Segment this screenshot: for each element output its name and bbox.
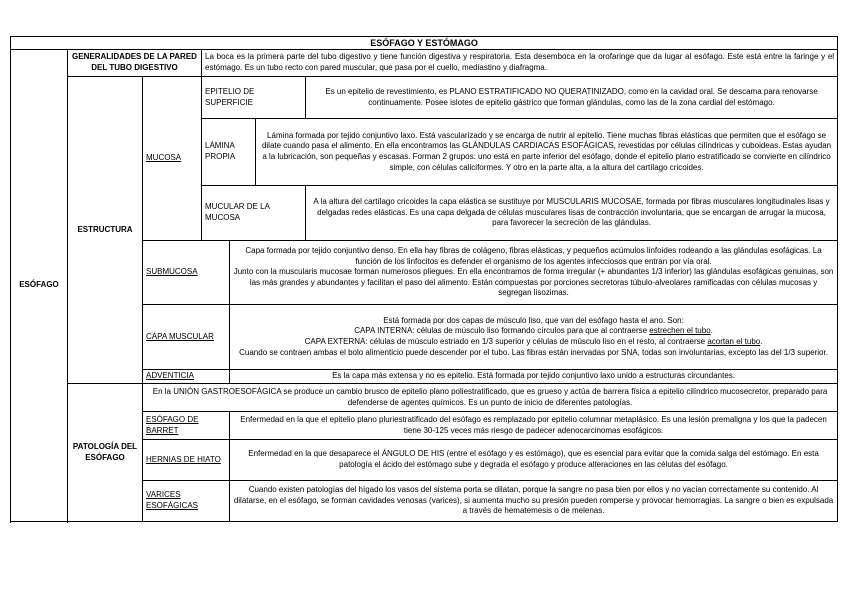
- muscular-mucosa-label: MUCULAR DE LA MUCOSA: [202, 186, 306, 241]
- capa-muscular-line-1: Está formada por dos capas de músculo liso, que van del esófago hasta el ano. Son:: [383, 315, 684, 325]
- lamina-text: Lámina formada por tejido conjuntivo laxo. Está vascularizado y se encarga de nutrir al epitelio. Tiene muchas fibras elásticas que permiten que el esófago se dilate cuando pasa el alimento. En ella encontramos las GLÁNDULAS CARDIACAS ESOFÁGICAS, revestidas por células cilíndricas y cuboideas. Estas ayudan a la lubricación, son pequeñas y escasas. Forman 2 grupos: uno está en parte inferior del esófago, donde el epitelio plano estratificado se convierte en cilíndrico simple, con células caliciformes. Y otro en la parte alta, a la altura del cartílago cricoides.: [256, 119, 838, 186]
- hernias-label: HERNIAS DE HIATO: [143, 440, 230, 481]
- capa-muscular-text: [230, 305, 838, 370]
- capa-muscular-line-2: CAPA INTERNA: células de músculo liso formando círculos para que al contraerse estrechen el tubo.: [354, 326, 713, 336]
- capa-muscular-label: CAPA MUSCULAR: [143, 305, 230, 370]
- estructura-label: ESTRUCTURA: [68, 77, 143, 384]
- capa-muscular-line-4: Cuando se contraen ambas el bolo alimenticio puede descender por el tubo. Las fibras están inervadas por SNA, todas son involuntarias, excepto las del 1/3 superior.: [239, 347, 828, 357]
- submucosa-text: [230, 241, 838, 305]
- generalidades-label: GENERALIDADES DE LA PARED DEL TUBO DIGESTIVO: [68, 50, 202, 77]
- adventicia-text: Es la capa más extensa y no es epitelio. Está formada por tejido conjuntivo laxo unido a estructuras circundantes.: [230, 370, 838, 384]
- adventicia-label: ADVENTICIA: [143, 370, 230, 384]
- table-title: ESÓFAGO Y ESTÓMAGO: [11, 37, 838, 50]
- generalidades-text: La boca es la primera parte del tubo digestivo y tiene función digestiva y respiratoria. Esta desemboca en la orofaringe que da lugar al esófago. Este está entre la faringe y el estómago. Es un tubo recto con pared muscular, que pasa por el cuello, mediastino y diafragma.: [202, 50, 838, 77]
- esofago-table: [10, 36, 838, 522]
- submucosa-text-2: Junto con la muscularis mucosae forman numerosos pliegues. En ella encontramos de forma irregular (+ abundantes 1/3 inferior) las glándulas esofágicas genuinas, son las más grandes y abundantes y facilitan el paso del alimento. Están compuestas por porciones secretoras túbulo-alveolares ramificadas con células mucosas y segregan lisozimas.: [233, 267, 834, 298]
- patologia-intro: En la UNIÓN GASTROESOFÁGICA se produce un cambio brusco de epitelio plano poliestratificado, que es grueso y actúa de barrera física a epitelio cilíndrico mucosecretor, preparado para defenderse de agentes químicos. Es un punto de inicio de diferentes patologías.: [143, 384, 838, 412]
- epitelio-label: EPITELIO DE SUPERFICIE: [202, 77, 306, 119]
- patologia-label: PATOLOGÍA DEL ESÓFAGO: [68, 384, 143, 522]
- mucosa-label: MUCOSA: [143, 77, 202, 241]
- barret-text: Enfermedad en la que el epitelio plano pluriestratificado del esófago es remplazado por epitelio columnar metaplásico. Es una lesión premaligna y los que la padecen tiene 30-125 veces más riesgo de padecer adenocarcinomas esofágicos.: [230, 412, 838, 440]
- capa-muscular-line-3: CAPA EXTERNA: células de músculo estriado en 1/3 superior y células de músculo liso en el resto, al contraerse acortan el tubo.: [304, 337, 763, 346]
- muscular-mucosa-text: A la altura del cartílago cricoides la capa elástica se sustituye por MUSCULARIS MUCOSAE, formada por fibras musculares longitudinales lisas y delgadas redes elásticas. Es una capa delgada de células musculares lisas de contracción involuntaria, que se encargan de arrugar la mucosa, para favorecer la secreción de las glándulas.: [306, 186, 838, 241]
- organ-label: ESÓFAGO: [11, 50, 68, 522]
- lamina-label: LÁMINA PROPIA: [202, 119, 256, 186]
- submucosa-label: SUBMUCOSA: [143, 241, 230, 305]
- varices-label: VARICES ESOFÁGICAS: [143, 481, 230, 522]
- varices-text: Cuando existen patologías del hígado los vasos del sistema porta se dilatan, porque la sangre no pasa bien por ellos y no vacían correctamente su contenido. Al dilatarse, en el esófago, se forman cavidades venosas (varices), si aumenta mucho su presión pueden romperse y provocar hemorragias. La sangre o bien es expulsada a través de hematemesis o de melenas.: [230, 481, 838, 522]
- barret-label: ESÓFAGO DE BARRET: [143, 412, 230, 440]
- epitelio-text: Es un epitelio de revestimiento, es PLANO ESTRATIFICADO NO QUERATINIZADO, como en la cavidad oral. Se descama para renovarse continuamente. Posee islotes de epitelio gástrico que forman glándulas, como las de la zona cardial del estómago.: [306, 77, 838, 119]
- submucosa-text-1: Capa formada por tejido conjuntivo denso. En ella hay fibras de colágeno, fibras elásticas, y pequeños acúmulos linfoides rodeando a las glándulas esofágicas. La función de los linfocitos es defender el organismo de los agentes infecciosos que entran por vía oral.: [245, 246, 822, 266]
- hernias-text: Enfermedad en la que desaparece el ÁNGULO DE HIS (entre el esófago y es estómago), que es esencial para evitar que la comida salga del estómago. En esta patología el ácido del estómago sube y degrada el esófago y produce alteraciones en las células del esófago.: [230, 440, 838, 481]
